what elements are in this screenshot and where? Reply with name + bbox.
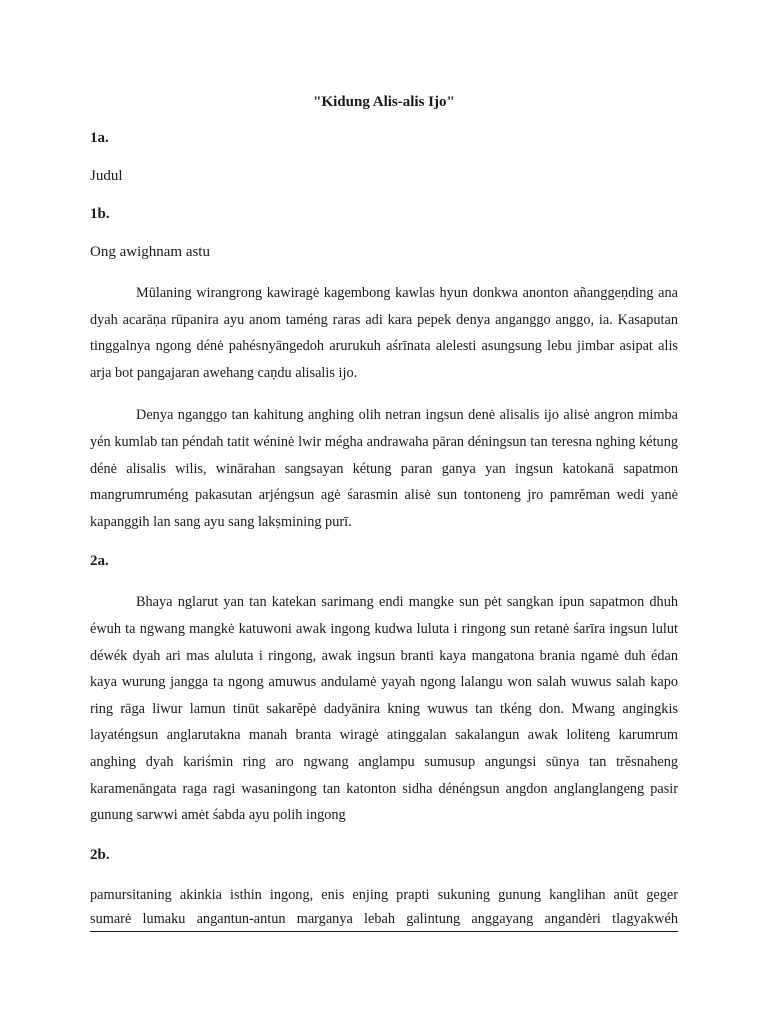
section-2b-line-2: sumarė lumaku angantun-antun marganya lebah galintung anggayang angandėri tlagyakwéh [90, 907, 678, 932]
section-2b-heading: 2b. [90, 846, 110, 863]
document-page [90, 92, 678, 932]
section-2a-paragraph: Bhaya nglarut yan tan katekan sarimang endi mangke sun pėt sangkan ipun sapatmon dhuh éwuh ta ngwang mangkė katuwoni awak ingong kudwa luluta i ringong sun retanė śarīra ingsun lulut déwék dyah ari mas aluluta i ringong, awak ingsun branti kaya mangatona brania ngamė duh édan kaya wurung jangga ta ngong amuwus andulamė yayah ngong lalangu won salah wuwus salah kapo ring rāga liwur lamun tinūt sakarĕpė dadyānira kning wuwus tan tkéng don. Mwang angingkis layaténgsun anglarutakna manah branta wiragė atinggalan sakalangun awak loliteng karumrum anghing dyah kariśmin ring aro ngwang anglampu sumusup angungsi sūnya tan trĕsnaheng karamenāngata raga ragi wasaningong tan katonton sidha dénéngsun angdon anglanglangeng pasir gunung sarwwi amėt śabda ayu polih ingong [90, 594, 678, 824]
section-1b-paragraph-2: Denya nganggo tan kahitung anghing olih netran ingsun denė alisalis ijo alisė angron mimba yén kumlab tan péndah tatit wéninė lwir mégha andrawaha pāran déningsun tan teresna nghing kétung dénė alisalis wilis, winārahan sangsayan kétung paran ganya yan ingsun katokanā sapatmon mangrumruméng pakasutan arjéngsun agė śarasmin alisė sun tontoneng jro pamrĕman wedi yanė kapanggih lan sang ayu sang lakṣmining purī. [90, 407, 678, 530]
section-1a-text: Judul [90, 168, 123, 184]
section-1b-paragraph-1: Mūlaning wirangrong kawiragė kagembong kawlas hyun donkwa anonton añanggeṇding ana dyah acarāṇa rūpanira ayu anom taméng raras adi kara pepek denya anganggo anggo, ia. Kasaputan tinggalnya ngong dénė pahésnyāngedoh arurukuh aśrīnata alelesti asungsung lebu jimbar asipat alis arja bot pangajaran awehang caṇdu alisalis ijo. [90, 285, 678, 381]
section-1b-intro: Ong awighnam astu [90, 244, 210, 260]
section-2b-line-1: pamursitaning akinkia isthin ingong, enis enjing prapti sukuning gunung kanglihan anūt geger [90, 886, 678, 903]
section-1b-heading: 1b. [90, 206, 110, 222]
section-2a-heading: 2a. [90, 553, 109, 570]
document-title: "Kidung Alis-alis Ijo" [313, 94, 455, 110]
section-1a-heading: 1a. [90, 130, 109, 146]
section-2b-paragraph [90, 883, 678, 932]
